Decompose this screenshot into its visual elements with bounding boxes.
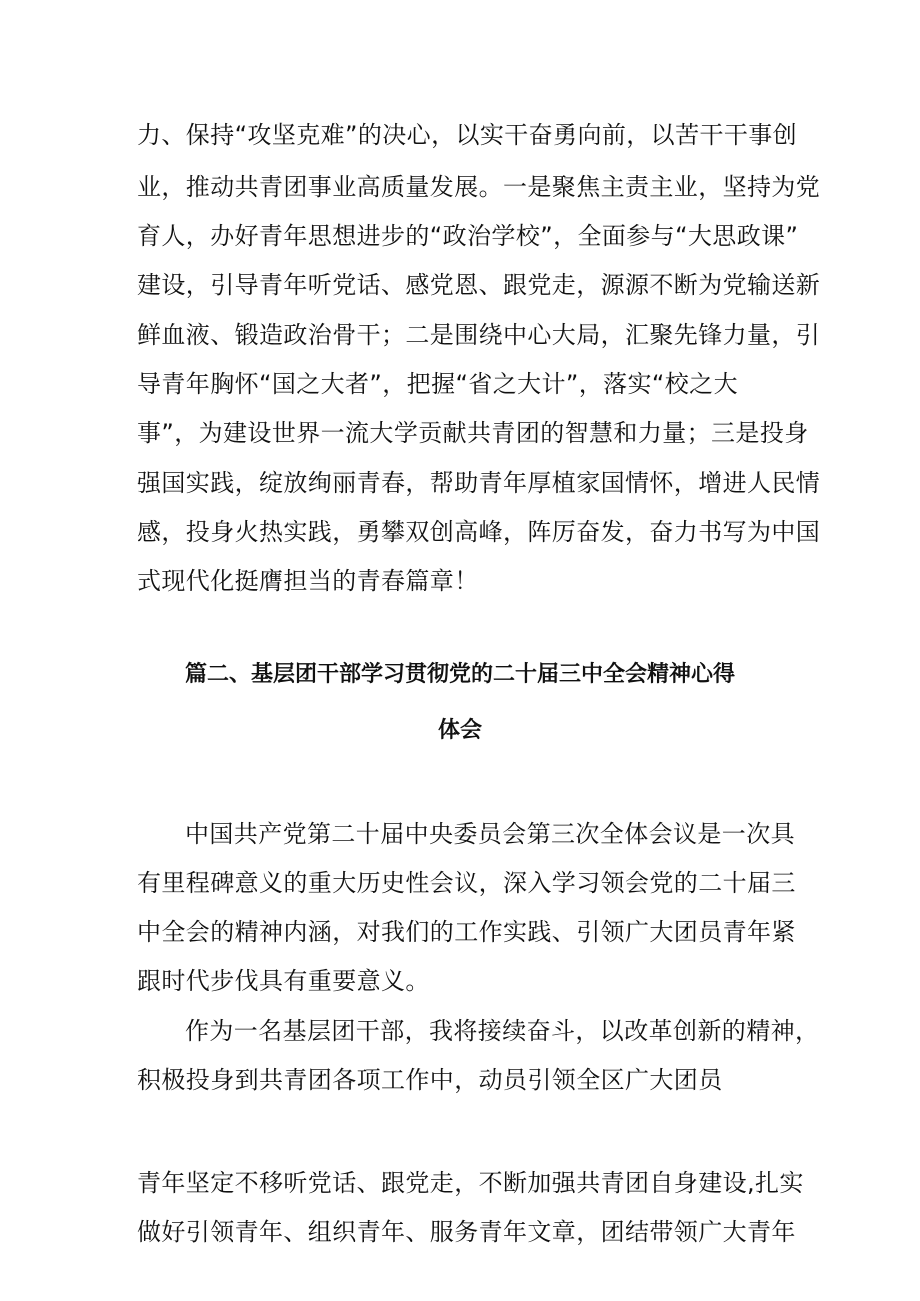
body-text-line: 育人，办好青年思想进步的“政治学校”，全面参与“大思政课” [137,222,799,250]
body-text-line: 中全会的精神内涵，对我们的工作实践、引领广大团员青年紧 [137,918,796,946]
body-text-line: 导青年胸怀“国之大者”，把握“省之大计”，落实“校之大 [137,370,738,398]
body-text-line: 业，推动共青团事业高质量发展。一是聚焦主责主业，坚持为党 [137,173,821,201]
body-text-line: 青年坚定不移听党话、跟党走，不断加强共青团自身建设,扎实 [137,1169,804,1197]
body-text-line: 式现代化挺膺担当的青春篇章！ [137,567,479,595]
body-text-line: 有里程碑意义的重大历史性会议，深入学习领会党的二十届三 [137,869,796,897]
section-heading-continued: 体会 [437,718,482,743]
body-text-line: 跟时代步伐具有重要意义。 [137,967,430,995]
paragraph-first-line: 作为一名基层团干部，我将接续奋斗，以改革创新的精神， [185,1017,820,1045]
body-text-line: 力、保持“攻坚克难”的决心，以实干奋勇向前，以苦干干事创 [137,121,798,149]
section-heading: 篇二、基层团干部学习贯彻党的二十届三中全会精神心得 [184,662,735,687]
body-text-line: 事”，为建设世界一流大学贡献共青团的智慧和力量；三是投身 [137,419,809,447]
body-text-line: 感，投身火热实践，勇攀双创高峰，阵厉奋发，奋力书写为中国 [137,518,821,546]
body-text-line: 做好引领青年、组织青年、服务青年文章，团结带领广大青年 [137,1218,796,1246]
body-text-line: 强国实践，绽放绚丽青春，帮助青年厚植家国情怀，增进人民情 [137,469,821,497]
body-text-line: 积极投身到共青团各项工作中，动员引领全区广大团员 [137,1066,723,1094]
paragraph-first-line: 中国共产党第二十届中央委员会第三次全体会议是一次具 [185,820,795,848]
body-text-line: 鲜血液、锻造政治骨干；二是围绕中心大局，汇聚先锋力量，引 [137,321,821,349]
body-text-line: 建设，引导青年听党话、感党恩、跟党走，源源不断为党输送新 [137,271,821,299]
